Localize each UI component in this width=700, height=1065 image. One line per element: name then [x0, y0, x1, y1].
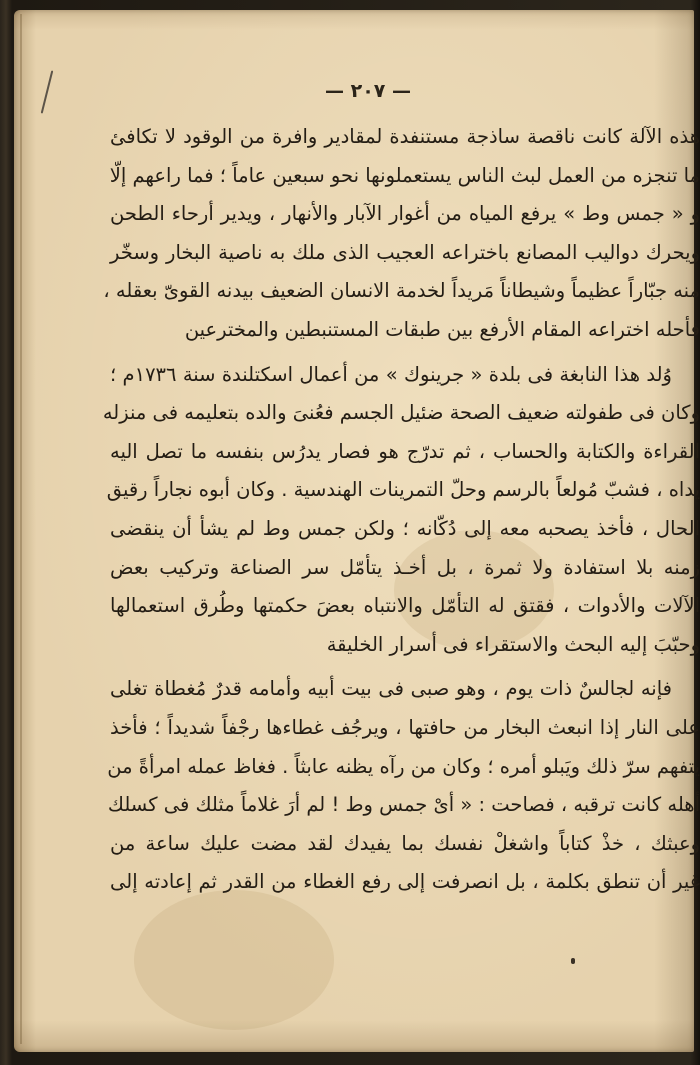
- text-line: ويحرك دواليب المصانع باختراعه العجيب الذى ملك به ناصية البخار وسخّر: [110, 240, 700, 264]
- text-line: يداه ، فشبّ مُولعاً بالرسم وحلّ التمرينات الهندسية . وكان أبوه نجاراً رقيق: [106, 478, 700, 502]
- text-line: غير أن تنطق بكلمة ، بل انصرفت إلى رفع الغطاء من القدر ثم إعادته إلى: [110, 870, 700, 894]
- text-line: وكان فى طفولته ضعيف الصحة ضئيل الجسم فعُنىَ والده بتعليمه فى منزله: [102, 401, 700, 425]
- text-line: القراءة والكتابة والحساب ، ثم تدرّج هو فصار يدرُس بنفسه ما تصل اليه: [110, 439, 700, 463]
- text-line: أهله كانت ترقبه ، فصاحت : « أىْ جمس وط ! لم أرَ غلاماً مثلك فى كسلك: [107, 793, 700, 817]
- body-text: [102, 118, 700, 902]
- page-gutter: [20, 14, 22, 1044]
- text-line: فأحله اختراعه المقام الأرفع بين طبقات المستنبطين والمخترعين: [184, 317, 700, 341]
- text-line: زمنه بلا استفادة ولا ثمرة ، بل أخـذ يتأمّل سر الصناعة وتركيب بعض: [110, 555, 700, 579]
- paper-stain: [134, 890, 334, 1030]
- text-line: الحال ، فأخذ يصحبه معه إلى دُكّانه ؛ ولكن جمس وط لم يشأ أن ينقضى: [110, 516, 700, 540]
- text-line: و « جمس وط » يرفع المياه من أغوار الآبار والأنهار ، ويدير أرحاء الطحن: [110, 202, 700, 226]
- text-line: ما تنجزه من العمل لبث الناس يستعملونها نحو سبعين عاماً ؛ فما راعهم إلّا: [109, 163, 700, 187]
- text-line: الآلات والأدوات ، فقتق له التأمّل والانتباه بعضَ حكمتها وطُرق استعمالها: [110, 594, 700, 618]
- text-line: وعبثك ، خذْ كتاباً واشغلْ نفسك بما يفيدك لقد مضت عليك ساعة من: [110, 831, 700, 855]
- ink-speck: [571, 958, 575, 964]
- text-line: على النار إذا انبعث البخار من حافتها ، ويرجُف غطاءها رجْفاً شديداً ؛ فأخذ: [110, 715, 700, 739]
- text-line: منه جبّاراً عظيماً وشيطاناً مَريداً لخدمة الانسان الضعيف بيدنه القوىّ بعقله ،: [103, 279, 700, 303]
- paragraph-start-line: وُلد هذا النابغة فى بلدة « جرينوك » من أعمال اسكتلندة سنة ١٧٣٦م ؛: [110, 362, 672, 386]
- page-number: — ٢٠٧ —: [324, 80, 412, 102]
- paragraph-start-line: فإنه لجالسٌ ذات يوم ، وهو صبى فى بيت أبيه وأمامه قدرٌ مُغطاة تغلى: [110, 677, 672, 701]
- text-line: هذه الآلة كانت ناقصة ساذجة مستنفدة لمقادير وافرة من الوقود لا تكافئ: [110, 125, 700, 148]
- text-line: وحبّبَ إليه البحث والاستقراء فى أسرار الخليقة: [326, 632, 700, 656]
- text-line: يتفهم سرّ ذلك ويَبلو أمره ؛ وكان من رآه يظنه عابثاً . فغاظ عمله امرأةً من: [107, 754, 700, 778]
